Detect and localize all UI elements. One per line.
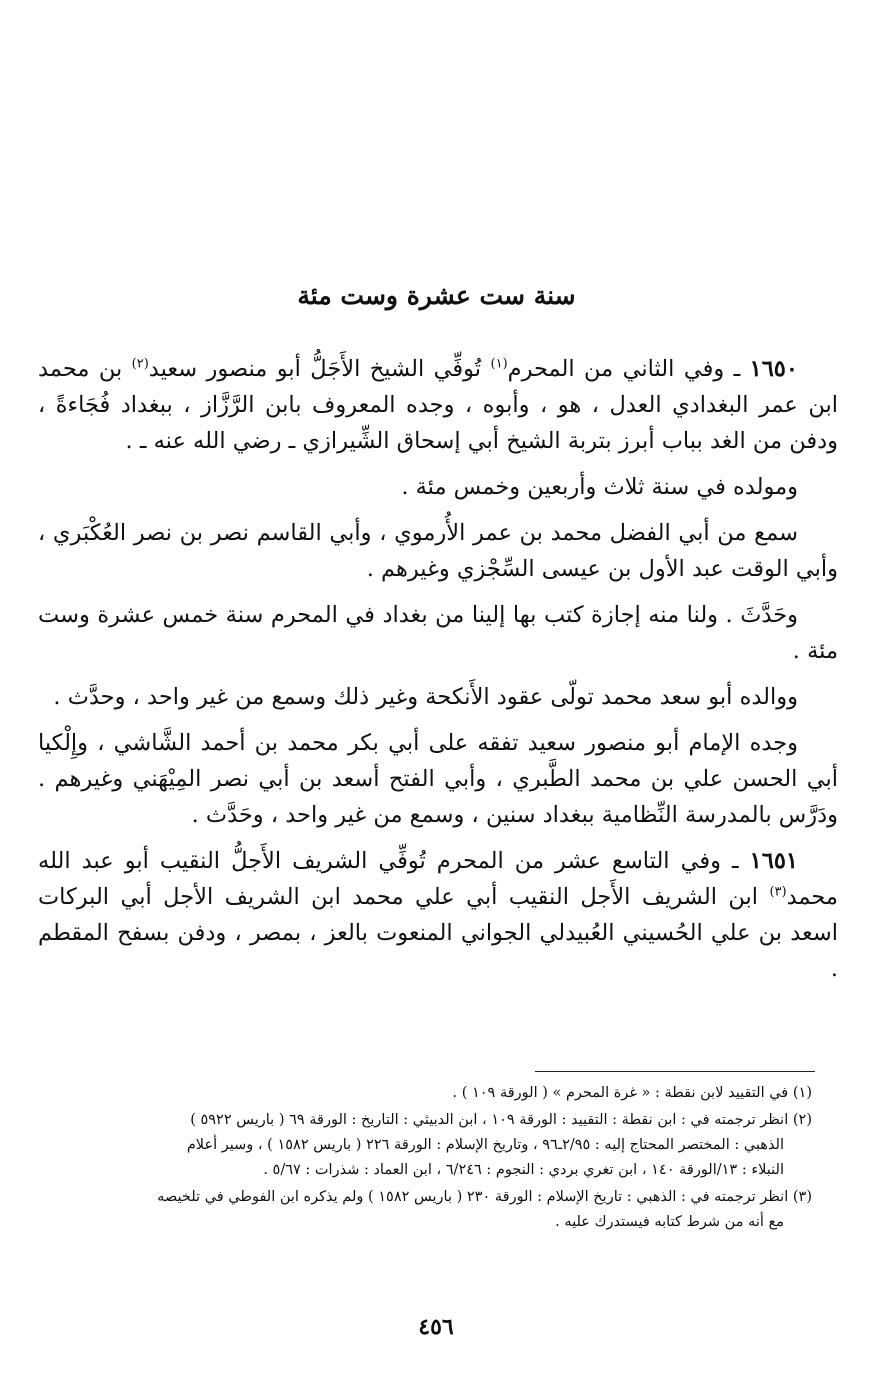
entry-text: ـ وفي الثاني من المحرم <box>507 356 741 382</box>
paragraph-teachers: سمع من أبي الفضل محمد بن عمر الأُرموي ، وأبي القاسم نصر بن نصر العُكْبَري ، وأبي الوقت عبد الأول بن عيسى السِّجْزي وغيرهم . <box>38 520 838 582</box>
footnote-text: النبلاء : ١٣/الورقة ١٤٠ ، ابن تغري بردي : النجوم : ٦/٢٤٦ ، ابن العماد : شذرات : ٥/٦٧ . <box>263 1162 784 1178</box>
chapter-title: سنة ست عشرة وست مئة <box>297 281 576 310</box>
entry-text: بن محمد ابن عمر البغدادي العدل ، هو ، وأبوه ، وجده المعروف بابن الرَّزَّاز ، ببغداد فُجَاءةً ، ودفن من الغد بباب أبرز بتربة الشيخ أبي إسحاق الشِّيرازي ـ رضي الله عنه ـ . <box>38 356 838 454</box>
footnote-text: مع أنه من شرط كتابه فيستدرك عليه . <box>555 1214 784 1230</box>
paragraph-birth: ومولده في سنة ثلاث وأربعين وخمس مئة . <box>401 474 798 500</box>
entry-text: ـ وفي التاسع عشر من المحرم تُوفِّي الشريف الأَجلُّ النقيب أبو عبد الله محمد <box>38 848 838 910</box>
footnotes <box>42 1081 812 1237</box>
entry-text: تُوفِّي الشيخ الأَجَلُّ أبو منصور سعيد <box>148 356 491 382</box>
footnote-label: (١) <box>792 1085 812 1101</box>
footnote-3 <box>42 1185 812 1235</box>
footnote-marker[interactable]: (٣) <box>769 884 787 900</box>
entry-text: ابن الشريف الأَجل النقيب أبي علي محمد ابن الشريف الأجل أبي البركات اسعد بن علي الحُسيني العُبيدلي الجواني المنعوت بالعز ، بمصر ، ودفن بسفح المقطم . <box>38 884 838 982</box>
page-number: ٤٥٦ <box>418 1314 454 1340</box>
footnote-text: الذهبي : المختصر المحتاج إليه : ٢/٩٥ـ٩٦ ، وتاريخ الإسلام : الورقة ٢٢٦ ( باريس ١٥٨٢ ) ، وسير أعلام <box>186 1137 784 1153</box>
paragraph-father: ووالده أبو سعد محمد تولّى عقود الأَنكحة وغير ذلك وسمع من غير واحد ، وحدَّث . <box>53 684 798 710</box>
entry-1650-paragraph <box>38 351 838 459</box>
entry-number: ١٦٥١ <box>749 848 798 874</box>
paragraph-ijaza: وحَدَّثَ . ولنا منه إجازة كتب بها إلينا من بغداد في المحرم سنة خمس عشرة وست مئة . <box>38 602 838 664</box>
footnote-divider <box>535 1071 815 1072</box>
entry-1651-paragraph <box>38 843 838 987</box>
footnote-2 <box>42 1108 812 1183</box>
footnote-label: (٣) <box>792 1189 812 1205</box>
main-text <box>38 351 838 997</box>
footnote-text: انظر ترجمته في : الذهبي : تاريخ الإسلام : الورقة ٢٣٠ ( باريس ١٥٨٢ ) ولم يذكره ابن الفوطي في تلخيصه <box>157 1189 789 1205</box>
footnote-text: انظر ترجمته في : ابن نقطة : التقييد : الورقة ١٠٩ ، ابن الدبيثي : التاريخ : الورقة ٦٩ ( باريس ٥٩٢٢ ) <box>190 1112 789 1128</box>
paragraph-grandfather: وجده الإمام أبو منصور سعيد تفقه على أبي بكر محمد بن أحمد الشَّاشي ، وإِلْكيا أبي الحسن علي بن محمد الطَّبري ، وأبي الفتح أسعد بن أبي نصر المِيْهَني وغيرهم . ودَرَّس بالمدرسة النِّظامية ببغداد سنين ، وسمع من غير واحد ، وحَدَّث . <box>38 730 838 828</box>
footnote-label: (٢) <box>792 1112 812 1128</box>
footnote-1 <box>42 1081 812 1106</box>
entry-number: ١٦٥٠ <box>749 356 798 382</box>
footnote-marker[interactable]: (١) <box>490 356 508 372</box>
footnote-marker[interactable]: (٢) <box>131 356 149 372</box>
footnote-text: في التقييد لابن نقطة : « غرة المحرم » ( الورقة ١٠٩ ) . <box>452 1085 789 1101</box>
